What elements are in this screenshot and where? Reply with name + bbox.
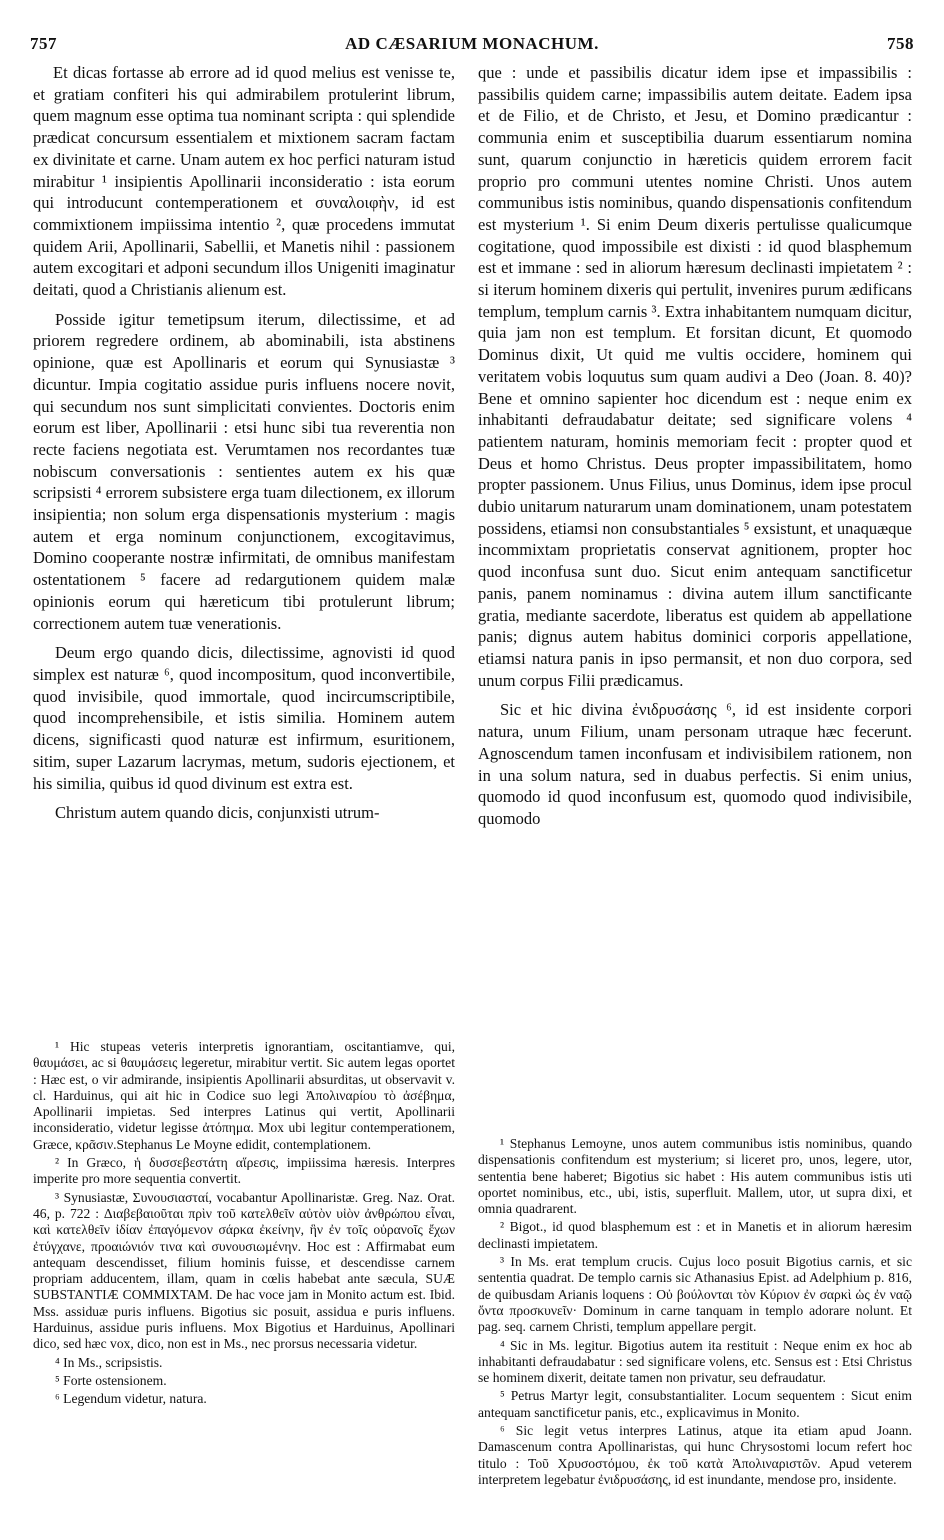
left-column — [33, 62, 455, 832]
footnote: ⁴ Sic in Ms. legitur. Bigotius autem ita restituit : Neque enim ex hoc ab inhabitanti defraudabatur : sed significare volens, etc. Sensus est : Etsi Christus se hominem dixerit, deitate tamen non privatur, seu defraudatur. — [478, 1337, 912, 1386]
footnote: ³ Synusiastæ, Συνουσιασταί, vocabantur Apollinaristæ. Greg. Naz. Orat. 46, p. 722 : Διαβεβαιοῦται πρὶν τοῦ κατελθεῖν αὐτὸν υἱὸν ἀνθρώπου εἶναι, καὶ κατελθεῖν ἰδίαν ἐπαγόμενον σάρκα ἐκείνην, ἣν ἐν τοῖς οὐρανοῖς ἔχων ἐτύγχανε, προαιώνιόν τινα καὶ συνουσιωμένην. Hoc est : Affirmabat eum antequam descendisset, filium hominis fuisse, et descendisse carnem propriam adducentem, illam, quam in cœlis habebat ante sæcula, SUÆ SUBSTANTIÆ COMMIXTAM. De hac voce jam in Monito actum est. Ibid. Mss. assiduæ puris influens. Bigotius sic posuit, assidua e puris influens. Harduinus, assidue puris influens. Mox Bigotius et Harduinus, Apollinari dico, sed hæc vox, dico, non est in Ms., nec prorsus necessaria videtur. — [33, 1189, 455, 1352]
paragraph: Et dicas fortasse ab errore ad id quod melius est venisse te, et gratiam confiteri his qui admirabilem protulerint librum, quem magnum esse optima tua nominant scripta : qui splendide prædicat concursum essentialem et mixtionem sacram factam ex divinitate et carne. Unam autem ex hoc perfici naturam istud mirabitur ¹ insipientis Apollinarii inconsideratio : ista eorum qui introducunt contemperationem et συναλοιφὴν, id est commixtionem impiissima intentio ², quæ procedens immutat quidem Arii, Apollinarii, Sabellii, et Manetis nihil : passionem autem excogitari et adponi secundum illos Unigeniti imaginatur deitati, quod a Christianis alienum est. — [33, 63, 455, 300]
footnote: ² Bigot., id quod blasphemum est : et in Manetis et in aliorum hæresim declinasti impietatem. — [478, 1219, 912, 1251]
paragraph: Christum autem quando dicis, conjunxisti utrum- — [55, 803, 380, 823]
running-title: AD CÆSARIUM MONACHUM. — [345, 34, 599, 53]
footnote: ¹ Stephanus Lemoyne, unos autem communibus istis nominibus, quando dispensationis confitendum est mysterium; si liceret pro, unos, legere, utor, sententia bene haberet; Bigotius sic habet : His autem communibus istis uti oportet nominibus, etc., ubi, istis, superfluit. Mallem, utor, ut supra dixi, et omnia quadrarent. — [478, 1136, 912, 1217]
paragraph: que : unde et passibilis dicatur idem ipse et impassibilis : passibilis quidem carne; impassibilis autem deitate. Eadem ipsa et de Filio, et de Christo, et Jesu, et Domino prædicantur : communia enim et susceptibilia duarum essentiarum nomina sunt, quarum conjunctio in hæreticis quidem errorem facit proprio pro communi utentes nomine Christi. Unos autem communibus istis nominibus, quando dispensationis confitendum est mysterium ¹. Si enim Deum dixeris pertulisse qualicumque cogitatione, quod impossibile est dixisti : id quod blasphemum est et immane : sed in aliorum hæresum declinasti impietatem ² : si iterum hominem dixeris qui pertulit, invenires purum ædificans templum, templum carnis ³. Extra inhabitantem numquam dicitur, quia jam non est templum. Et forsitan dicunt, Et quomodo Dominus dixit, Ut quid me vultis occidere, hominem qui veritatem vobis loquutus sum quam audivi a Deo (Joan. 8. 40)? Bene et omnino sapienter hoc dicendum est : neque enim ex inhabitanti defraudabatur deitate; sed significare volens ⁴ patientem naturam, hominis memoriam fecit : propter quod et Deus et homo Christus. Deus propter impassibilitatem, homo propter passionem. Unus Filius, unus Dominus, idem ipse procul dubio unitarum naturarum unam dominationem, unam potestatem possidens, etiamsi non consubstantiales ⁵ exsistunt, et unaquæque incommixtam proprietatis conservat agnitionem, propter hoc quod inconfusa sunt duo. Sicut enim antequam sanctificetur panis, panem nominamus : divina autem illum sanctificante gratia, mediante sacerdote, liberatus est quidem ab appellatione panis; dignus autem habitus dominici corporis appellatione, etiamsi natura panis in ipso permansit, et non duo corpora, sed unum corpus Filii prædicamus. — [478, 63, 912, 690]
footnote: ⁶ Legendum videtur, natura. — [55, 1391, 207, 1407]
footnote: ⁶ Sic legit vetus interpres Latinus, atque ita etiam apud Joann. Damascenum contra Apollinaristas, qui hunc Chrysostomi locum refert hoc titulo : Τοῦ Χρυσοστόμου, ἐκ τοῦ κατὰ Ἀπολιναριστῶν. Apud veterem interpretem legebatur ἐνιδρυσάσης, id est inundante, mendose pro, insidente. — [478, 1423, 912, 1487]
paragraph: Deum ergo quando dicis, dilectissime, agnovisti id quod simplex est naturæ ⁶, quod incompositum, quod inconvertibile, quod invisibile, quod immortale, quod incircumscriptibile, quod incomprehensibile, et istis similia. Hominem autem dicens, significasti quod naturæ est infirmum, esuritionem, sitim, super Lazarum lacrymas, metum, sudoris ejectionem, et his similia, quibus id quod divinum est extra est. — [33, 643, 455, 793]
footnote: ⁵ Petrus Martyr legit, consubstantialiter. Locum sequentem : Sicut enim antequam sanctificetur panis, etc., explicavimus in Monito. — [478, 1388, 912, 1420]
footnote: ⁴ In Ms., scripsistis. — [55, 1354, 163, 1370]
footnote: ¹ Hic stupeas veteris interpretis ignorantiam, oscitantiamve, qui, θαυμάσει, ac si θαυμάσεις legeretur, mirabitur vertit. Sic autem legas oportet : Hæc est, o vir admirande, insipientis Apollinarii absurditas, ut observavit v. cl. Harduinus, qui ait hic in Codice suo legi Ἀπολιναρίου τὸ ἀσέβημα, Apollinarii impietas. Sed interpres Latinus qui vertit, Apollinarii inconsideratio, videtur legisse ἀτόπημα. Mox ubi legitur contemperationem, Græce, κρᾶσιν.Stephanus Le Moyne edidit, contemplationem. — [33, 1039, 455, 1152]
footnote: ³ In Ms. erat templum crucis. Cujus loco posuit Bigotius carnis, et sic sententia quadrat. De templo carnis sic Athanasius Epist. ad Adelphium p. 816, de quibusdam Arianis loquens : Οὐ βούλονται τὸν Κύριον ἐν σαρκὶ ὡς ἐν ναῷ ὄντα προσκυνεῖν· Dominum in carne tanquam in templo adorare nolunt. Et pag. seq. carnem Christi, templum appellare pergit. — [478, 1254, 912, 1335]
paragraph: Sic et hic divina ἐνιδρυσάσης ⁶, id est insidente corpori natura, unum Filium, unam personam utraque hæc fecerunt. Agnoscendum tamen inconfusam et indivisibilem rationem, non in una solum natura, sed in duabus perfectis. Si enim unius, quomodo id quod inconfusum est, quomodo quod indivisibile, quomodo — [478, 700, 912, 828]
page-number-left: 757 — [30, 34, 57, 53]
footnote: ² In Græco, ἡ δυσσεβεστάτη αἵρεσις, impiissima hæresis. Interpres imperite pro more sequentia convertit. — [33, 1155, 455, 1187]
page-number-right: 758 — [887, 34, 914, 53]
right-column — [478, 62, 912, 838]
left-footnotes — [33, 1039, 455, 1410]
paragraph: Posside igitur temetipsum iterum, dilectissime, et ad priorem regredere ordinem, ab abominabili, ista abstinens opinione, quæ est Apollinaris et eorum qui Synusiastæ ³ dicuntur. Impia cogitatio assidue puris influens nocere novit, qui secundum nos sunt simplicitati convientes. Doctoris enim eorum est liber, Apollinarii : etsi hunc sibi tua reverentia non recte faciens negotiata est. Verumtamen nos recordantes tuæ nobiscum conversationis : sentientes autem ex his quæ scripsisti ⁴ errorem subsistere erga tuam dilectionem, ex illorum insipientia; non solum erga dispensationis mysterium : magis autem et erga nominum conjunctionem, excogitavimus, Domino cooperante nostræ infirmitati, de omnibus manifestam ostentationem ⁵ facere ad redargutionem quidem malæ opinionis eorum qui hæreticum tibi protulerunt librum; correctionem autem tuæ venerationis. — [33, 309, 455, 633]
right-footnotes — [478, 1136, 912, 1490]
footnote: ⁵ Forte ostensionem. — [55, 1372, 167, 1388]
